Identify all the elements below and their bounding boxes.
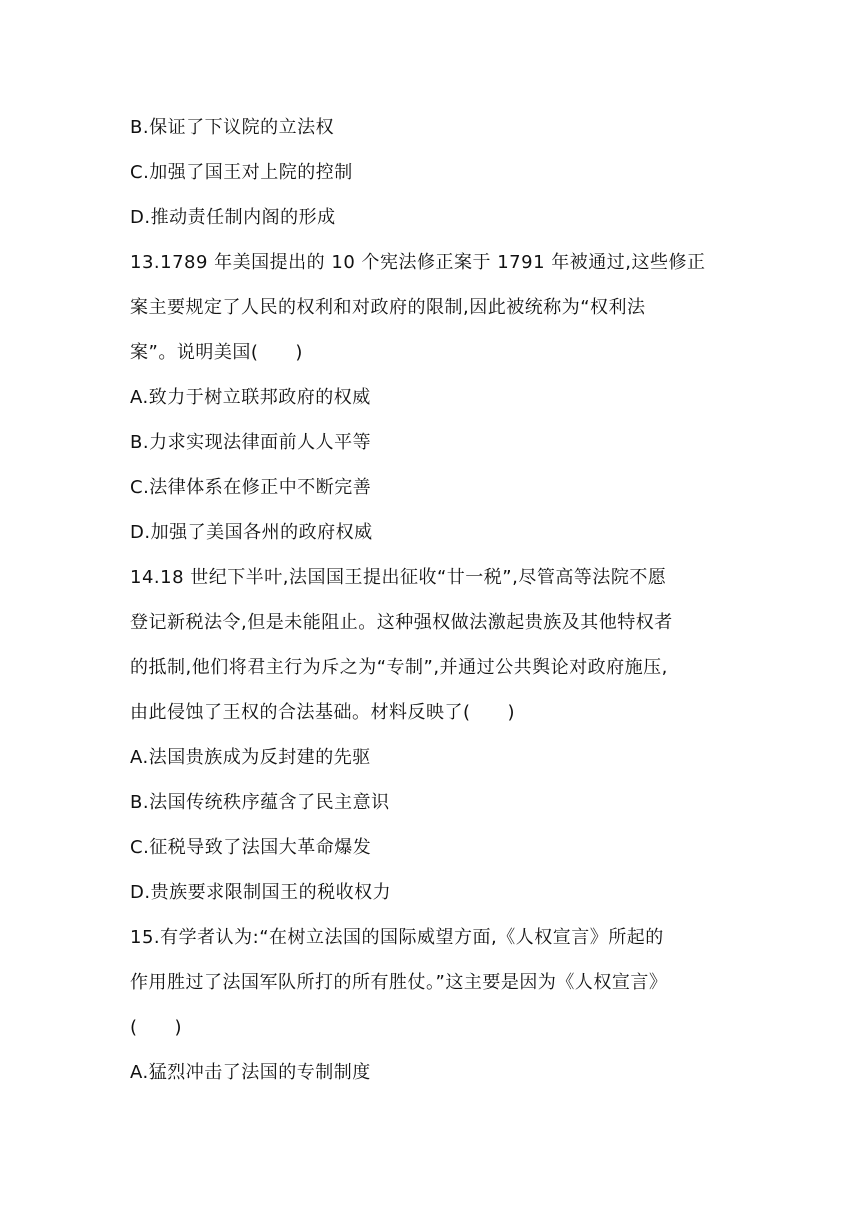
question-13-line-2: 案主要规定了人民的权利和对政府的限制,因此被统称为“权利法 xyxy=(130,297,646,318)
question-15-line-1: 15.有学者认为:“在树立法国的国际威望方面,《人权宣言》所起的 xyxy=(130,927,664,948)
option-14a: A.法国贵族成为反封建的先驱 xyxy=(130,747,371,768)
question-14-line-2: 登记新税法令,但是未能阻止。这种强权做法激起贵族及其他特权者 xyxy=(130,612,673,633)
question-15-line-2: 作用胜过了法国军队所打的所有胜仗。”这主要是因为《人权宣言》 xyxy=(130,972,668,993)
question-14-line-4: 由此侵蚀了王权的合法基础。材料反映了( ) xyxy=(130,702,516,723)
option-14c: C.征税导致了法国大革命爆发 xyxy=(130,837,372,858)
question-15-line-3: ( ) xyxy=(130,1017,183,1038)
question-13-line-3: 案”。说明美国( ) xyxy=(130,342,303,363)
option-12d: D.推动责任制内阁的形成 xyxy=(130,207,336,228)
option-13a: A.致力于树立联邦政府的权威 xyxy=(130,387,371,408)
option-12b: B.保证了下议院的立法权 xyxy=(130,117,335,138)
option-13b: B.力求实现法律面前人人平等 xyxy=(130,432,372,453)
option-13d: D.加强了美国各州的政府权威 xyxy=(130,522,373,543)
question-13-line-1: 13.1789 年美国提出的 10 个宪法修正案于 1791 年被通过,这些修正 xyxy=(130,252,706,273)
question-14-line-1: 14.18 世纪下半叶,法国国王提出征收“廿一税”,尽管高等法院不愿 xyxy=(130,567,667,588)
question-14-line-3: 的抵制,他们将君主行为斥之为“专制”,并通过公共舆论对政府施压, xyxy=(130,657,668,678)
option-14b: B.法国传统秩序蕴含了民主意识 xyxy=(130,792,390,813)
option-12c: C.加强了国王对上院的控制 xyxy=(130,162,353,183)
option-15a: A.猛烈冲击了法国的专制制度 xyxy=(130,1062,371,1083)
option-13c: C.法律体系在修正中不断完善 xyxy=(130,477,372,498)
option-14d: D.贵族要求限制国王的税收权力 xyxy=(130,882,392,903)
